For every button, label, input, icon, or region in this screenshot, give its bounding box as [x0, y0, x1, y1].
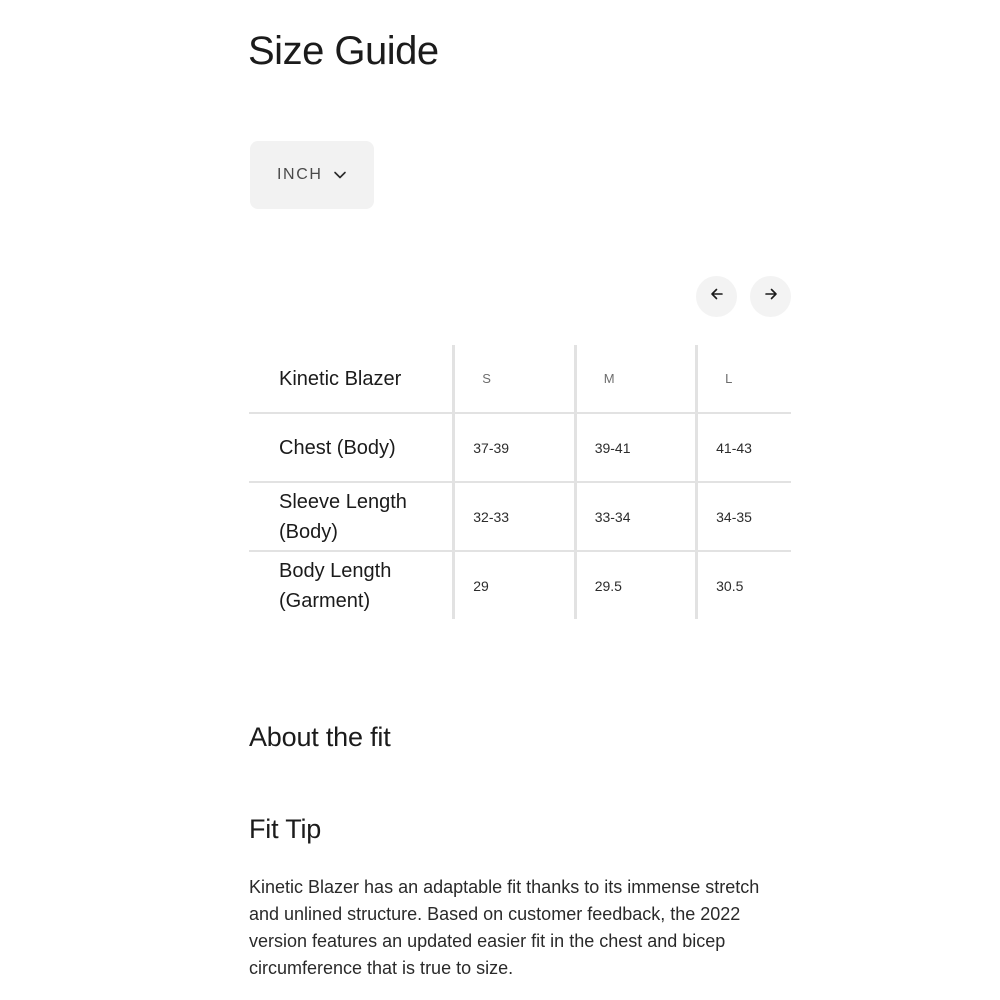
arrow-right-icon [763, 286, 779, 307]
page-title: Size Guide [248, 28, 439, 73]
table-cell: 30.5 [697, 551, 791, 619]
size-chart-table [249, 345, 791, 619]
next-sizes-button[interactable] [750, 276, 791, 317]
product-name: Kinetic Blazer [279, 367, 402, 390]
row-label-chest: Chest (Body) [249, 413, 454, 482]
fit-tip-body: Kinetic Blazer has an adaptable fit thanks to its immense stretch and unlined structure. Based on customer feedback, the 2022 version features an updated easier fit in the chest and bicep circumference that is true to size. [249, 877, 760, 978]
size-header-l: L [697, 345, 791, 413]
table-cell: 39-41 [575, 413, 696, 482]
table-cell: 33-34 [575, 482, 696, 551]
fit-tip-heading: Fit Tip [249, 814, 322, 845]
table-row [249, 413, 791, 482]
previous-sizes-button[interactable] [696, 276, 737, 317]
size-header-m: M [575, 345, 696, 413]
unit-selector-value: INCH [277, 166, 323, 183]
row-label-body-length: Body Length (Garment) [249, 551, 454, 619]
row-label-sleeve-length: Sleeve Length (Body) [249, 482, 454, 551]
table-cell: 29.5 [575, 551, 696, 619]
table-cell: 32-33 [454, 482, 575, 551]
table-row [249, 551, 791, 619]
unit-selector-dropdown[interactable] [250, 141, 374, 209]
arrow-left-icon [709, 286, 725, 307]
about-fit-heading: About the fit [249, 722, 391, 753]
table-row [249, 482, 791, 551]
size-header-s: S [454, 345, 575, 413]
chevron-down-icon [333, 168, 347, 182]
table-cell: 29 [454, 551, 575, 619]
table-cell: 41-43 [697, 413, 791, 482]
table-cell: 37-39 [454, 413, 575, 482]
table-header-row [249, 345, 791, 413]
table-cell: 34-35 [697, 482, 791, 551]
